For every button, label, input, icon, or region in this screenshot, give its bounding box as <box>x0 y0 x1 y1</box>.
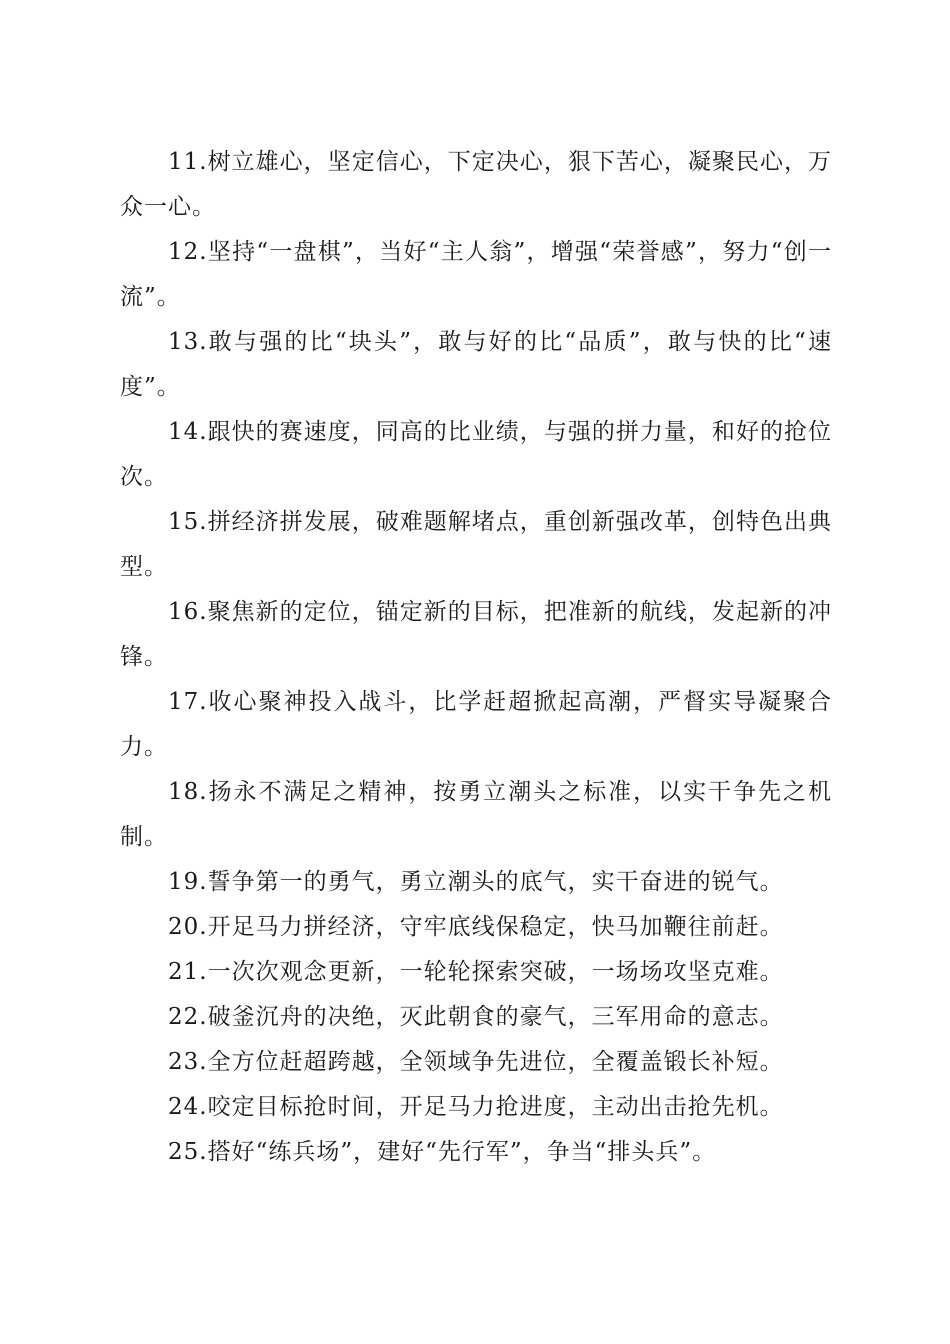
paragraph-17: 17.收心聚神投入战斗，比学赶超掀起高潮，严督实导凝聚合力。 <box>120 689 832 760</box>
paragraph-18: 18.扬永不满足之精神，按勇立潮头之标准，以实干争先之机制。 <box>120 779 832 850</box>
paragraph-14: 14.跟快的赛速度，同高的比业绩，与强的拼力量，和好的抢位次。 <box>120 419 832 490</box>
paragraph-16: 16.聚焦新的定位，锚定新的目标，把准新的航线，发起新的冲锋。 <box>120 599 832 670</box>
paragraph-11: 11.树立雄心，坚定信心，下定决心，狠下苦心，凝聚民心，万众一心。 <box>120 149 832 220</box>
paragraph-23: 23.全方位赶超跨越，全领域争先进位，全覆盖锻长补短。 <box>168 1049 784 1075</box>
paragraph-20: 20.开足马力拼经济，守牢底线保稳定，快马加鞭往前赶。 <box>168 914 784 940</box>
paragraph-21: 21.一次次观念更新，一轮轮探索突破，一场场攻坚克难。 <box>168 959 784 985</box>
paragraph-24: 24.咬定目标抢时间，开足马力抢进度，主动出击抢先机。 <box>168 1094 784 1120</box>
paragraph-12: 12.坚持“一盘棋”，当好“主人翁”，增强“荣誉感”，努力“创一流”。 <box>120 239 832 310</box>
paragraph-15: 15.拼经济拼发展，破难题解堵点，重创新强改革，创特色出典型。 <box>120 509 832 580</box>
paragraph-13: 13.敢与强的比“块头”，敢与好的比“品质”，敢与快的比“速度”。 <box>120 329 832 400</box>
document-body <box>120 140 832 1175</box>
paragraph-19: 19.誓争第一的勇气，勇立潮头的底气，实干奋进的锐气。 <box>168 869 784 895</box>
paragraph-25: 25.搭好“练兵场”，建好“先行军”，争当“排头兵”。 <box>168 1139 717 1165</box>
paragraph-22: 22.破釜沉舟的决绝，灭此朝食的豪气，三军用命的意志。 <box>168 1004 784 1030</box>
